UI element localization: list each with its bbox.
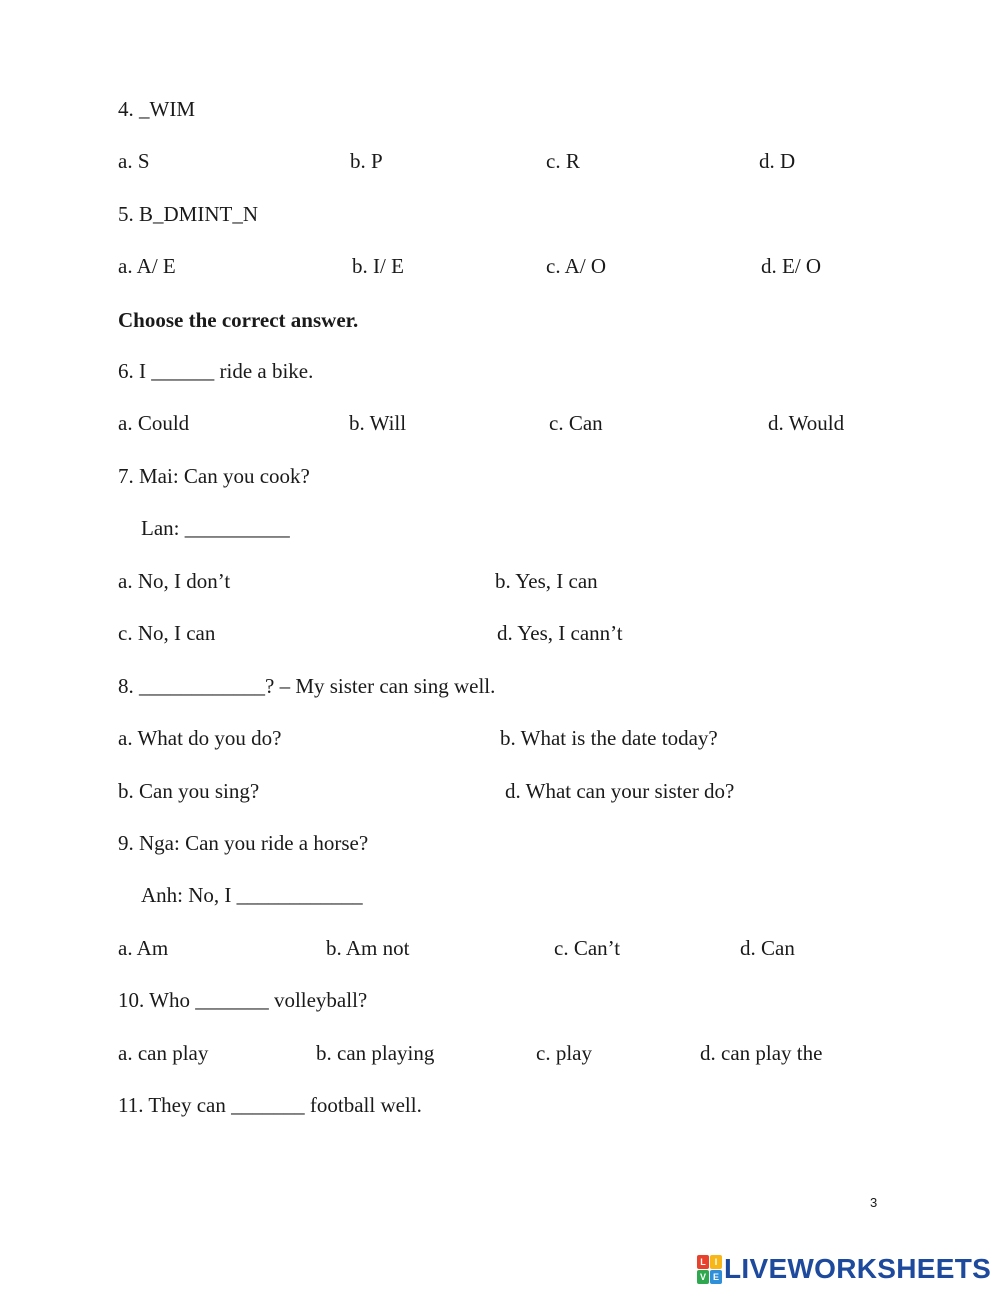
logo-icon-letter: V [697,1270,709,1284]
logo-icon-letter: I [710,1255,722,1269]
question-4-option-c[interactable]: c. R [546,149,580,173]
question-11-prompt: 11. They can _______ football well. [118,1093,422,1117]
question-7-prompt: 7. Mai: Can you cook? [118,464,310,488]
question-8-option-d[interactable]: d. What can your sister do? [505,779,735,803]
question-5-option-c[interactable]: c. A/ O [546,254,607,278]
question-10-option-a[interactable]: a. can play [118,1041,209,1065]
question-6-option-a[interactable]: a. Could [118,411,190,435]
question-7-option-c[interactable]: c. No, I can [118,621,216,645]
logo-icon-letter: E [710,1270,722,1284]
question-9-option-d[interactable]: d. Can [740,936,795,960]
question-7-reply: Lan: __________ [141,516,290,540]
question-4-option-b[interactable]: b. P [350,149,383,173]
section-instruction: Choose the correct answer. [118,308,359,332]
question-7-option-a[interactable]: a. No, I don’t [118,569,231,593]
logo-icon-letter: L [697,1255,709,1269]
question-6-option-c[interactable]: c. Can [549,411,603,435]
liveworksheets-logo-icon [697,1255,721,1283]
question-4-option-a[interactable]: a. S [118,149,150,173]
question-7-option-b[interactable]: b. Yes, I can [495,569,598,593]
question-10-option-b[interactable]: b. can playing [316,1041,435,1065]
question-9-reply: Anh: No, I ____________ [141,883,363,907]
question-5-option-b[interactable]: b. I/ E [352,254,404,278]
question-8-option-a[interactable]: a. What do you do? [118,726,282,750]
liveworksheets-logo[interactable] [697,1252,991,1286]
question-8-option-b[interactable]: b. What is the date today? [500,726,718,750]
question-6-option-b[interactable]: b. Will [349,411,407,435]
question-8-prompt: 8. ____________? – My sister can sing well. [118,674,496,698]
question-9-option-c[interactable]: c. Can’t [554,936,621,960]
question-10-option-c[interactable]: c. play [536,1041,592,1065]
question-9-prompt: 9. Nga: Can you ride a horse? [118,831,369,855]
question-8-option-c[interactable]: b. Can you sing? [118,779,260,803]
question-9-option-b[interactable]: b. Am not [326,936,410,960]
question-10-prompt: 10. Who _______ volleyball? [118,988,368,1012]
question-6-option-d[interactable]: d. Would [768,411,845,435]
question-10-option-d[interactable]: d. can play the [700,1041,823,1065]
liveworksheets-logo-text: LIVEWORKSHEETS [724,1253,992,1284]
question-4-option-d[interactable]: d. D [759,149,796,173]
question-5-option-a[interactable]: a. A/ E [118,254,176,278]
page-number: 3 [870,1195,878,1210]
question-4-prompt: 4. _WIM [118,97,195,121]
question-5-option-d[interactable]: d. E/ O [761,254,822,278]
question-5-prompt: 5. B_DMINT_N [118,202,258,226]
question-7-option-d[interactable]: d. Yes, I cann’t [497,621,623,645]
question-6-prompt: 6. I ______ ride a bike. [118,359,314,383]
question-9-option-a[interactable]: a. Am [118,936,169,960]
